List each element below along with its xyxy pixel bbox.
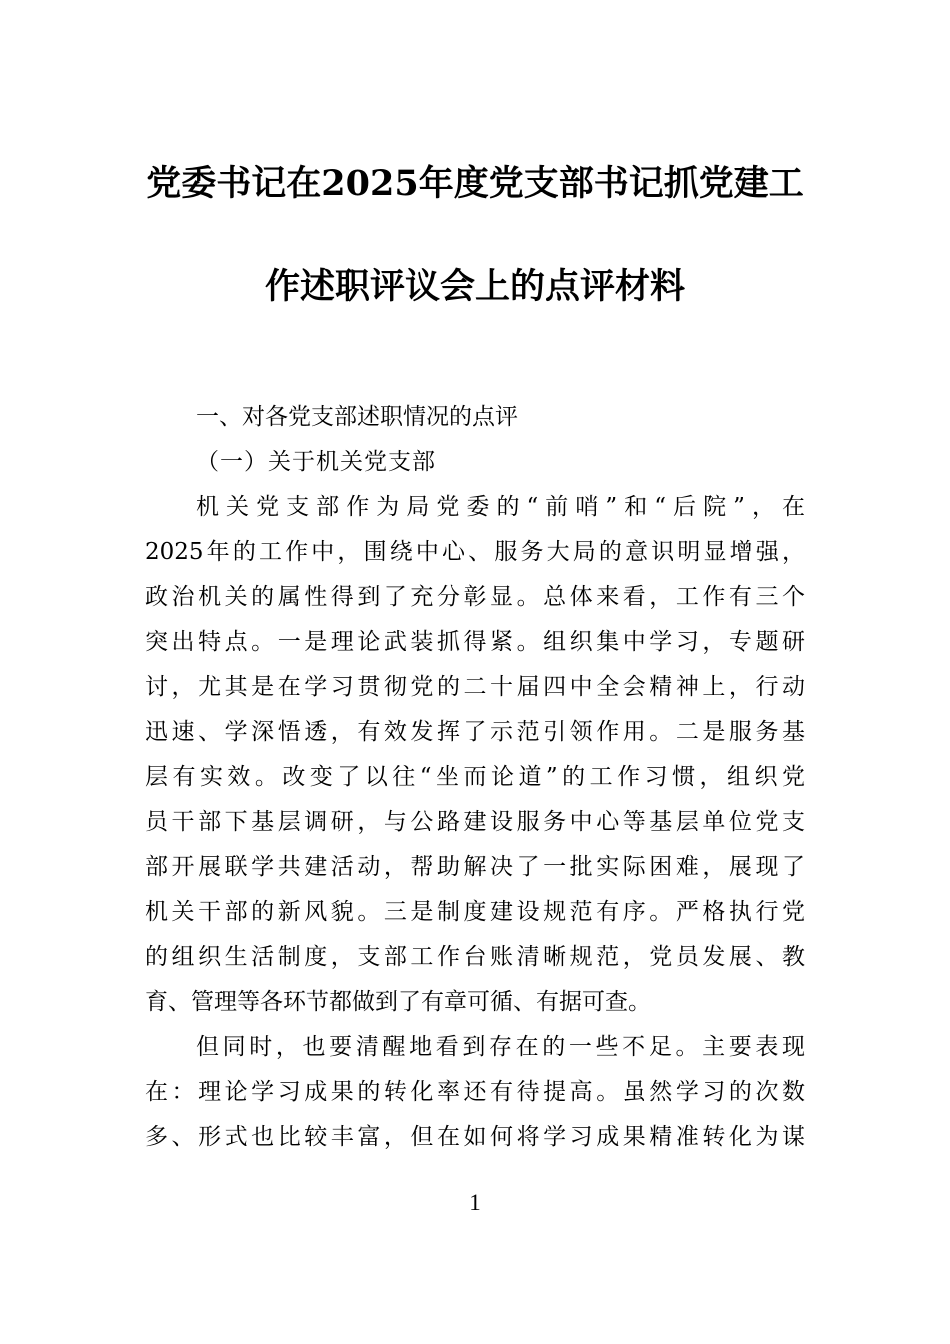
paragraph-line: 员干部下基层调研，与公路建设服务中心等基层单位党支 (145, 809, 805, 835)
paragraph-line: 政治机关的属性得到了充分彰显。总体来看，工作有三个 (145, 584, 805, 610)
paragraph-line: 在：理论学习成果的转化率还有待提高。虽然学习的次数 (145, 1079, 805, 1105)
paragraph-line: 部开展联学共建活动，帮助解决了一批实际困难，展现了 (145, 854, 805, 880)
paragraph-line: 2025年的工作中，围绕中心、服务大局的意识明显增强， (145, 539, 805, 565)
paragraph-line: 机关干部的新风貌。三是制度建设规范有序。严格执行党 (145, 899, 805, 925)
page-number: 1 (469, 1190, 481, 1215)
section-heading: 一、对各党支部述职情况的点评 (196, 404, 518, 430)
title-line-2: 作述职评议会上的点评材料 (264, 266, 685, 307)
paragraph-line: 但同时，也要清醒地看到存在的一些不足。主要表现 (196, 1034, 805, 1060)
paragraph-line: 讨，尤其是在学习贯彻党的二十届四中全会精神上，行动 (145, 674, 805, 700)
paragraph-line: 机关党支部作为局党委的“前哨”和“后院”，在 (196, 494, 805, 520)
subsection-heading: （一）关于机关党支部 (196, 449, 436, 475)
paragraph-line: 层有实效。改变了以往“坐而论道”的工作习惯，组织党 (145, 764, 805, 790)
paragraph-line: 多、形式也比较丰富，但在如何将学习成果精准转化为谋 (145, 1124, 805, 1150)
paragraph-line: 突出特点。一是理论武装抓得紧。组织集中学习，专题研 (145, 629, 805, 655)
title-line-1: 党委书记在2025年度党支部书记抓党建工 (146, 163, 804, 204)
paragraph-line: 的组织生活制度，支部工作台账清晰规范，党员发展、教 (145, 944, 805, 970)
paragraph-line: 育、管理等各环节都做到了有章可循、有据可查。 (145, 989, 651, 1015)
paragraph-line: 迅速、学深悟透，有效发挥了示范引领作用。二是服务基 (145, 719, 805, 745)
